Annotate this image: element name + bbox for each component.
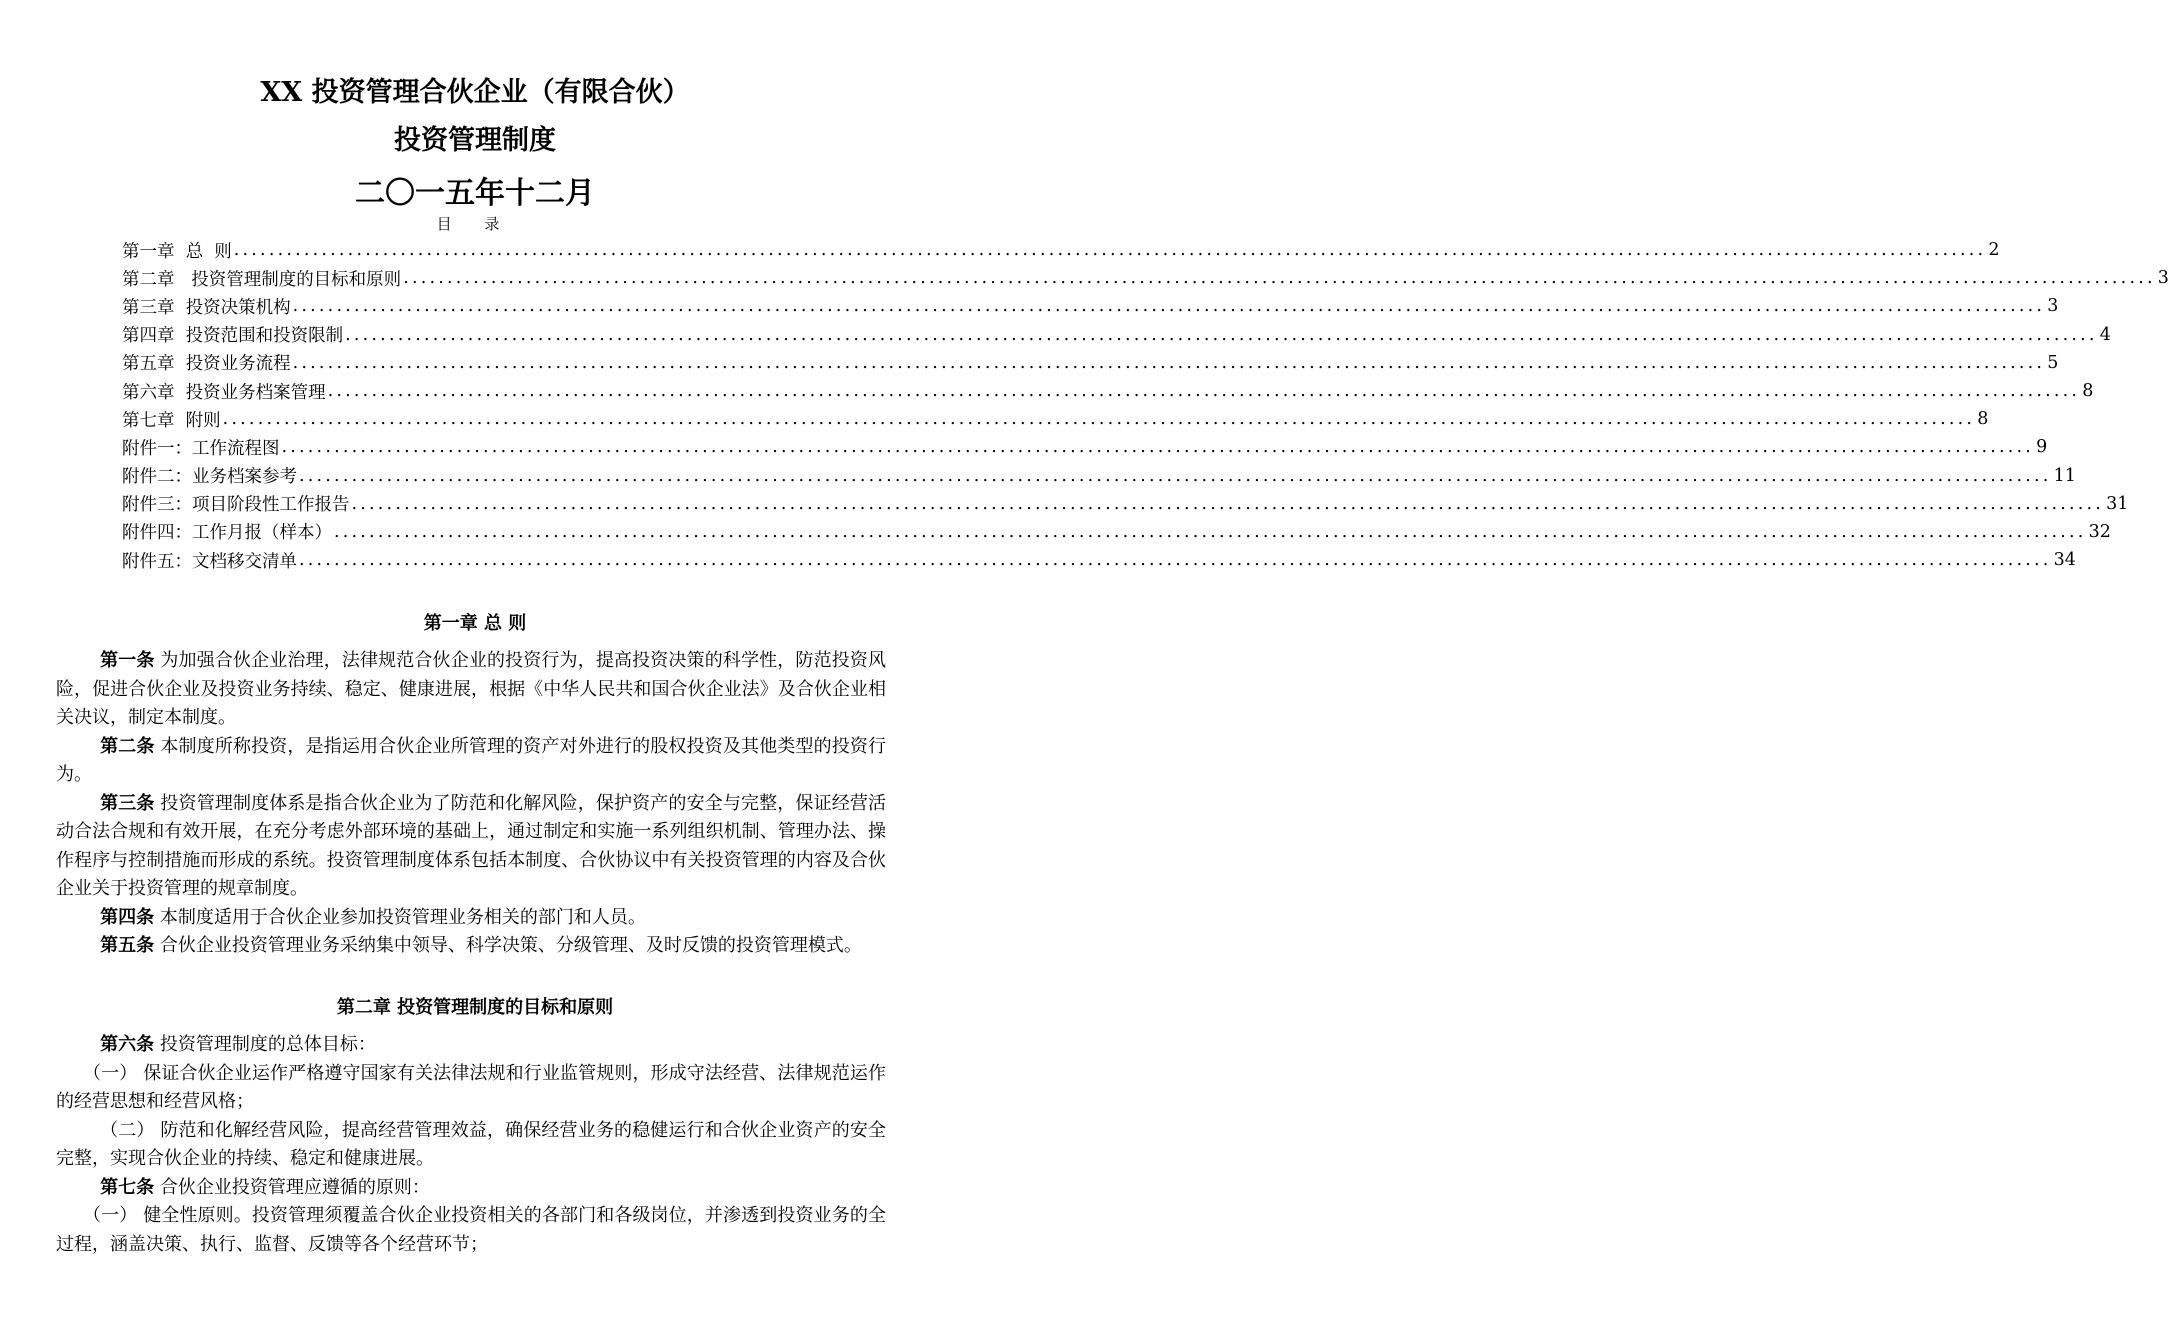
chapter-1-body [56,647,886,961]
toc-entry-label: 第一章 总 则 [122,241,232,262]
article-7 [56,1174,886,1203]
toc-entry-label: 附件二：业务档案参考 [122,467,297,488]
article-3 [56,790,886,904]
toc-leader-dots: ........................................................................................................................................................................................................ [292,296,2046,317]
toc-entry[interactable] [122,377,2094,405]
toc-leader-dots: ........................................................................................................................................................................................................ [281,437,2035,458]
toc-entry-page: 8 [2082,381,2094,402]
toc-entry[interactable] [122,462,2076,490]
toc-entry-label: 附件一：工作流程图 [122,438,280,459]
toc-entry[interactable] [122,518,2111,546]
article-text: 投资管理制度的总体目标： [159,1034,376,1055]
toc-entry-page: 11 [2053,465,2076,486]
toc-entry-label: 附件五：文档移交清单 [122,551,297,572]
article-text: 投资管理制度体系是指合伙企业为了防范和化解风险，保护资产的安全与完整，保证经营活动合法合规和有效开展，在充分考虑外部环境的基础上，通过制定和实施一系列组织机制、管理办法、操作程序与控制措施而形成的系统。投资管理制度体系包括本制度、合伙协议中有关投资管理的内容及合伙企业关于投资管理的规章制度。 [56,792,886,899]
article-text: 为加强合伙企业治理，法律规范合伙企业的投资行为，提高投资决策的科学性，防范投资风险，促进合伙企业及投资业务持续、稳定、健康进展，根据《中华人民共和国合伙企业法》及合伙企业相关决议，制定本制度。 [56,650,886,728]
toc-entry-page: 9 [2036,437,2048,458]
article-number: 第二条 [100,735,155,757]
article-6 [56,1031,886,1060]
toc-entry-page: 34 [2053,550,2076,571]
article-text: 合伙企业投资管理业务采纳集中领导、科学决策、分级管理、及时反馈的投资管理模式。 [159,935,862,956]
article-4 [56,904,886,933]
toc-entry-page: 8 [1977,409,1989,430]
article-1 [56,647,886,733]
document-date: 二〇一五年十二月 [355,176,595,211]
toc-entry[interactable] [122,546,2076,574]
article-number: 第四条 [100,906,155,928]
toc-entry-page: 3 [2157,268,2169,289]
chapter-2-body [56,1031,886,1259]
toc-entry-label: 附件三：项目阶段性工作报告 [122,495,350,516]
document-title: XX 投资管理合伙企业（有限合伙） [260,77,690,108]
toc-leader-dots: ........................................................................................................................................................................................................ [299,550,2052,571]
chapter-2-heading: 第二章 投资管理制度的目标和原则 [336,997,614,1018]
toc-leader-dots: ........................................................................................................................................................................................................ [299,465,2052,486]
toc-entry-page: 5 [2047,352,2059,373]
toc-leader-dots: ........................................................................................................................................................................................................ [292,352,2046,373]
article-7-item-1: （一） 健全性原则。投资管理须覆盖合伙企业投资相关的各部门和各级岗位，并渗透到投资业务的全过程，涵盖决策、执行、监督、反馈等各个经营环节； [56,1205,886,1255]
toc-entry[interactable] [122,264,2169,292]
toc-entry-label: 第二章 投资管理制度的目标和原则 [122,269,402,290]
article-6-item-1: （一） 保证合伙企业运作严格遵守国家有关法律法规和行业监管规则，形成守法经营、法律规范运作的经营思想和经营风格； [56,1062,886,1112]
article-number: 第六条 [100,1034,155,1055]
toc-entry[interactable] [122,433,2048,461]
article-text: 本制度所称投资，是指运用合伙企业所管理的资产对外进行的股权投资及其他类型的投资行为。 [56,735,886,785]
toc-leader-dots: ........................................................................................................................................................................................................ [351,493,2105,514]
toc-entry-page: 31 [2106,493,2129,514]
toc-entry-label: 附件四：工作月报（样本） [122,523,332,544]
article-number: 第三条 [100,792,155,814]
toc-entry-label: 第四章 投资范围和投资限制 [122,326,344,347]
toc-leader-dots: ........................................................................................................................................................................................................ [233,240,1987,261]
article-number: 第一条 [100,650,155,671]
toc-entry-label: 第七章 附则 [122,410,221,431]
toc-entry-label: 第三章 投资决策机构 [122,297,291,318]
toc-leader-dots: ........................................................................................................................................................................................................ [334,521,2087,542]
toc-entry-page: 2 [1988,240,2000,261]
toc-entry-page: 32 [2088,521,2111,542]
article-number: 第七条 [100,1176,155,1198]
toc-entry[interactable] [122,236,2000,264]
toc-heading: 目 录 [436,215,514,233]
chapter-1-heading: 第一章 总 则 [423,613,527,634]
toc-leader-dots: ........................................................................................................................................................................................................ [222,409,1976,430]
document-subtitle: 投资管理制度 [394,125,556,156]
toc-entry[interactable] [122,349,2059,377]
toc-entry-label: 第六章 投资业务档案管理 [122,382,326,403]
article-5 [56,932,886,961]
table-of-contents [122,236,2169,574]
toc-entry[interactable] [122,321,2111,349]
toc-entry-page: 4 [2099,324,2111,345]
toc-entry[interactable] [122,405,1989,433]
toc-entry-label: 第五章 投资业务流程 [122,354,291,375]
article-2 [56,733,886,790]
article-6-item-2: （二） 防范和化解经营风险，提高经营管理效益，确保经营业务的稳健运行和合伙企业资产的安全完整，实现合伙企业的持续、稳定和健康进展。 [56,1119,886,1169]
toc-leader-dots: ........................................................................................................................................................................................................ [403,268,2156,289]
article-text: 合伙企业投资管理应遵循的原则： [159,1176,430,1198]
toc-entry[interactable] [122,490,2129,518]
toc-entry-page: 3 [2047,296,2059,317]
toc-leader-dots: ........................................................................................................................................................................................................ [345,324,2098,345]
article-text: 本制度适用于合伙企业参加投资管理业务相关的部门和人员。 [159,906,646,928]
toc-leader-dots: ........................................................................................................................................................................................................ [327,381,2081,402]
article-number: 第五条 [100,935,155,956]
toc-entry[interactable] [122,292,2059,320]
